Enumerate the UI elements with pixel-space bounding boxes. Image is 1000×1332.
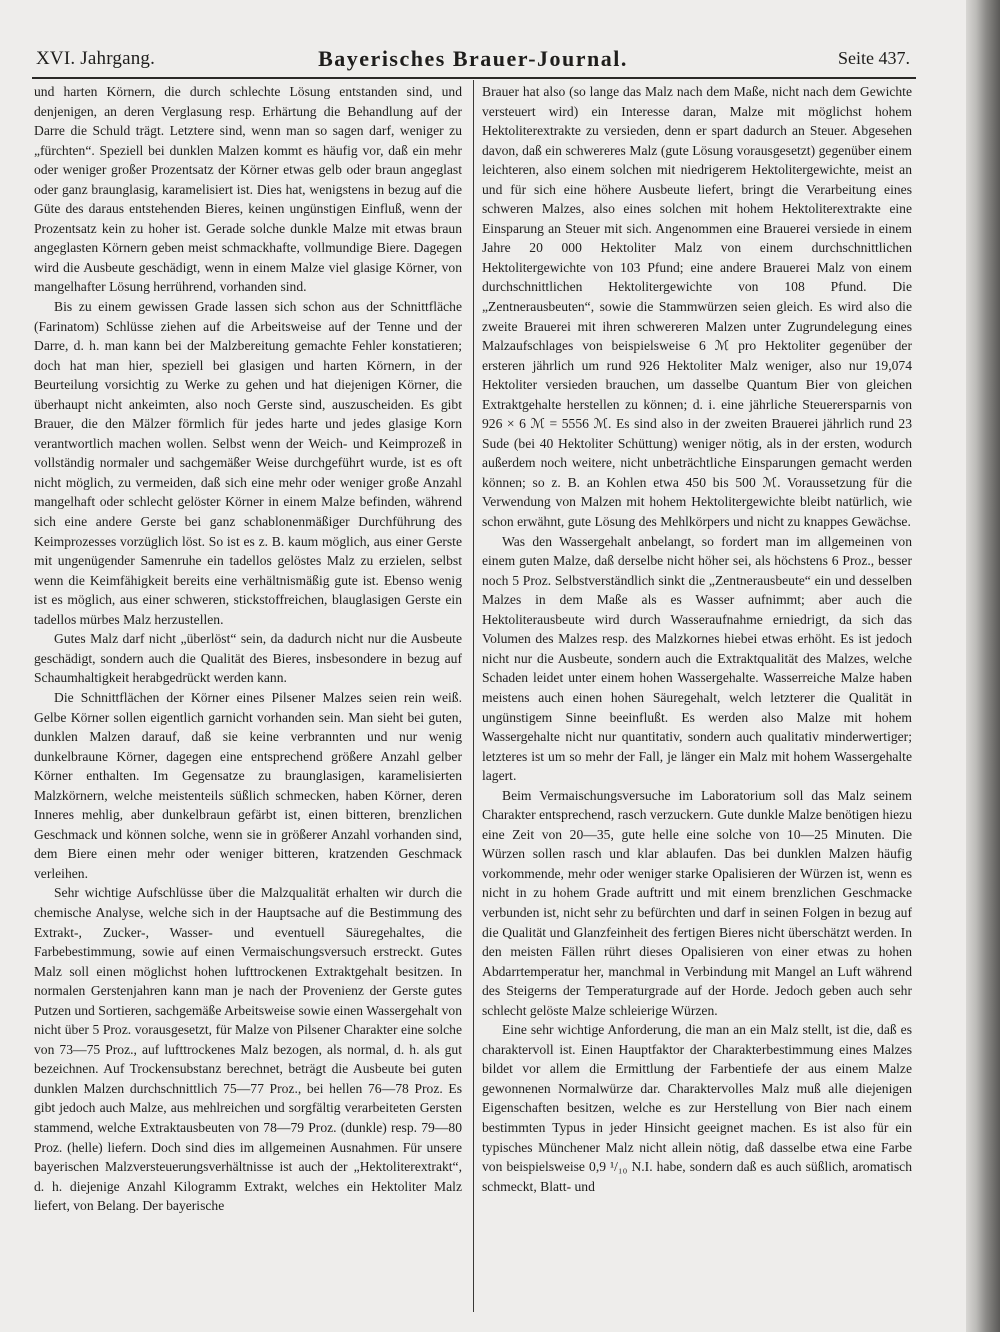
right-column [482, 82, 912, 1312]
paragraph: Beim Vermaischungsversuche im Laboratorium soll das Malz seinem Charakter entsprechend, rasch verzuckern. Gute dunkle Malze benötigen hiezu eine Zeit von 20—35, gute helle eine solche von 10—25 Minuten. Die Würzen sollen rasch und klar ablaufen. Das bei dunklen Malzen häufig vorkommende, mehr oder weniger starke Opalisieren der Würzen ist, wenn es nicht in zu hohem Grade auftritt und mit einem brenzlichen Geschmacke verbunden ist, nicht sehr zu befürchten und darf in seinen Folgen in bezug auf die Qualität und Glanzfeinheit des fertigen Bieres nicht überschätzt werden. In den meisten Fällen rührt dieses Opalisieren von einer etwas zu hohen Abdarrtemperatur her, manchmal in Verbindung mit Mangel an Luft während des Steigerns der Temperaturgrade auf der Horde. Jedoch geben auch sehr schlecht gelöste Malze schleierige Würzen. [482, 787, 912, 1018]
page-header [36, 46, 910, 74]
paragraph: Brauer hat also (so lange das Malz nach dem Maße, nicht nach dem Gewichte versteuert wird) ein Interesse daran, Malze mit möglichst hohem Hektoliterextrakte zu versieden, denn er spart dadurch an Steuer. Abgesehen davon, daß ein schwereres Malz (gute Lösung vorausgesetzt) gegenüber einem leichteren, also einem solchen mit niedrigerem Hektolitergewichte, meist an und für sich eine höhere Ausbeute liefert, bringt die Verarbeitung eines schweren Malzes, also eines solchen mit hohem Hektoliterextrakte eine Einsparung an Steuer mit sich. Angenommen eine Brauerei versiede in einem Jahre 20 000 Hektoliter Malz von einem durchschnittlichen Hektolitergewichte von 103 Pfund; eine andere Brauerei Malz von einem durchschnittlichen Hektolitergewichte von 108 Pfund. Die „Zentnerausbeuten“, sowie die Stammwürzen seien gleich. Es wird also die zweite Brauerei mit ihren schwereren Malzen unter Zugrundelegung eines Malzaufschlages von beispielsweise 6 ℳ pro Hektoliter gegenüber der ersteren jährlich um rund 926 Hektoliter Malz weniger, also nur 19,074 Hektoliter versieden brauchen, um dasselbe Quantum Bier von gleichen Extraktgehalte herstellen zu können; d. i. eine jährliche Steuerersparnis von 926 × 6 ℳ = 5556 ℳ. Es sind also in der zweiten Brauerei jährlich rund 23 Sude (bei 40 Hektoliter Schüttung) weniger nötig, als in der ersten, wodurch außerdem noch weitere, nicht unbeträchtliche Einsparungen gemacht werden können; so z. B. an Kohlen etwa 450 bis 500 ℳ. Voraussetzung für die Verwendung von Malzen mit hohem Hektolitergewichte bleibt natürlich, wie schon erwähnt, gute Lösung des Mehlkörpers und nicht zu knappes Gewächse. [482, 84, 912, 530]
header-rule [32, 77, 916, 79]
volume-label: XVI. Jahrgang. [36, 48, 156, 69]
paragraph: Eine sehr wichtige Anforderung, die man an ein Malz stellt, ist die, daß es charaktervoll ist. Einen Hauptfaktor der Charakterbestimmung eines Malzes bildet vor allem die Ermittlung der Farbentiefe der aus einem Malze gewonnenen Normalwürze dar. Charaktervolles Malz muß alle diejenigen Eigenschaften besitzen, welche es zur Herstellung von Bier nach einem bestimmten Typus in jeder Hinsicht geeignet machen. Es ist also für ein typisches Münchener Malz nicht allein nötig, daß dasselbe etwa eine Farbe von beispielsweise 0,9 ¹/₁₀ N.I. habe, sondern daß es auch süßlich, aromatisch schmeckt, Blatt- und [482, 1022, 912, 1194]
column-divider [473, 80, 474, 1312]
paragraph: Gutes Malz darf nicht „überlöst“ sein, da dadurch nicht nur die Ausbeute geschädigt, sondern auch die Qualität des Bieres, insbesondere in bezug auf Schaumhaltigkeit herabgedrückt werden kann. [34, 631, 462, 686]
journal-title: Bayerisches Brauer-Journal. [318, 46, 628, 71]
paragraph: Bis zu einem gewissen Grade lassen sich schon aus der Schnittfläche (Farinatom) Schlüsse ziehen auf die Arbeitsweise auf der Tenne und der Darre, d. h. man kann bei der Malzbereitung gemachte Fehler konstatieren; doch hat man hier, speziell bei glasigen und harten Körnern, in der Beurteilung vorsichtig zu Werke zu gehen und hat diejenigen Körner, die überhaupt nicht ankeimten, also noch Gerste sind, auszuscheiden. Es gibt Brauer, die den Mälzer förmlich für jedes harte und jedes glasige Korn verantwortlich machen wollen. Selbst wenn der Weich- und Keimprozeß in vollständig normaler und sachgemäßer Weise durchgeführt wurde, ist es oft nicht möglich, zu vermeiden, daß sich eine mehr oder weniger große Anzahl mangelhaft oder schlecht gelöster Körner in einem Malze befinden, während sich eine andere Gerste bei ganz schablonenmäßiger Durchführung des Keimprozesses vorzüglich löst. So ist es z. B. kaum möglich, aus einer Gerste mit ungenügender Samenruhe ein tadellos gelöstes Malz zu erzielen, selbst wenn die Keimfähigkeit bereits eine verhältnismäßig gute ist. Ebenso wenig ist es möglich, aus einer schweren, stickstoffreichen, blauglasigen Gerste ein tadellos mürbes Malz herzustellen. [34, 299, 462, 627]
left-column [34, 82, 462, 1312]
paragraph: Die Schnittflächen der Körner eines Pilsener Malzes seien rein weiß. Gelbe Körner sollen eigentlich garnicht vorhanden sein. Man sieht bei guten, dunklen Malzen darauf, daß sie keine verbrannten und nur wenig dunkelbraune Körner, dagegen eine entsprechend größere Anzahl gelber Körner enthalten. Im Gegensatze zu braunglasigen, karamelisierten Malzkörnern, welche meistenteils süßlich schmecken, haben Körner, deren Inneres mehlig, aber dunkelbraun gefärbt ist, einen bitteren, brenzlichen Geschmack und können solche, wenn sie in größerer Anzahl vorhanden sind, dem Biere einen mehr oder weniger bitteren, kratzenden Geschmack verleihen. [34, 689, 462, 881]
paragraph: und harten Körnern, die durch schlechte Lösung entstanden sind, und denjenigen, an deren Verglasung resp. Erhärtung die Behandlung auf der Darre die Schuld trägt. Letztere sind, wenn man so sagen darf, weniger zu „fürchten“. Speziell bei dunklen Malzen kommt es häufig vor, daß ein mehr oder weniger großer Prozentsatz der Körner etwas gelb oder braun angeglast oder ganz braunglasig, karamelisiert ist. Dies hat, wenigstens in bezug auf die Güte des daraus entstehenden Bieres, keinen ungünstigen Einfluß, wenn der Prozentsatz kein zu hoher ist. Gerade solche dunkle Malze mit etwas braun angeglasten Körnern geben meist schmackhafte, vollmundige Biere. Dagegen wird die Ausbeute geschädigt, wenn in einem Malze viel glasige Körner, von mangelhafter Lösung herrührend, vorhanden sind. [34, 84, 462, 295]
page-number: Seite 437. [838, 48, 910, 68]
paragraph: Sehr wichtige Aufschlüsse über die Malzqualität erhalten wir durch die chemische Analyse, welche sich in der Hauptsache auf die Bestimmung des Extrakt-, Zucker-, Wasser- und eventuell Säuregehaltes, die Farbebestimmung, sowie auf einen Vermaischungsversuch erstreckt. Gutes Malz soll einen möglichst hohen lufttrockenen Extraktgehalt besitzen. In normalen Gerstenjahren kann man je nach der Provenienz der Gerste gutes Putzen und Sortieren, sachgemäße Arbeitsweise sowie einen Wassergehalt von nicht über 5 Proz. vorausgesetzt, für Malze von Pilsener Charakter eine solche von 73—75 Proz., auf lufttrockenes Malz bezogen, als normal, d. h. als gut bezeichnen. Auf Trockensubstanz berechnet, beträgt die Ausbeute bei guten dunklen Malzen durchschnittlich 75—77 Proz., bei hellen 76—78 Proz. Es gibt jedoch auch Malze, aus mehlreichen und sorgfältig verarbeiteten Gersten stammend, welche Extraktausbeuten von 78—79 Proz. (dunkle) resp. 79—80 Proz. (helle) liefern. Doch sind dies im allgemeinen Ausnahmen. Für unsere bayerischen Malzversteuerungsverhältnisse ist auch der „Hektoliterextrakt“, d. h. diejenige Anzahl Kilogramm Extrakt, welches ein Hektoliter Malz liefert, von Belang. Der bayerische [34, 885, 462, 1214]
paragraph: Was den Wassergehalt anbelangt, so fordert man im allgemeinen von einem guten Malze, daß derselbe nicht höher sei, als höchstens 6 Proz., besser noch 5 Proz. Selbstverständlich sinkt die „Zentnerausbeute“ ein und desselben Malzes in dem Maße als es Wasser aufnimmt; aber auch die Hektoliterausbeute wird durch Wasseraufnahme erniedrigt, da sich das Volumen des Malzes resp. des Malzkornes hiebei etwas erhöht. Es ist jedoch nicht nur die Ausbeute, sondern auch die Extraktqualität des Malzes, welche Schaden leidet unter einem hohen Wassergehalte. Wasserreiche Malze haben meistens auch einen hohen Säuregehalt, welch letzterer die Qualität in ungünstigem Sinne beeinflußt. Es werden also Malze mit hohem Wassergehalte nicht nur quantitativ, sondern auch qualitativ minderwertiger; letzteres ist um so mehr der Fall, je länger ein Malz mit hohem Wassergehalte lagert. [482, 533, 912, 784]
binding-edge [966, 0, 1000, 1332]
